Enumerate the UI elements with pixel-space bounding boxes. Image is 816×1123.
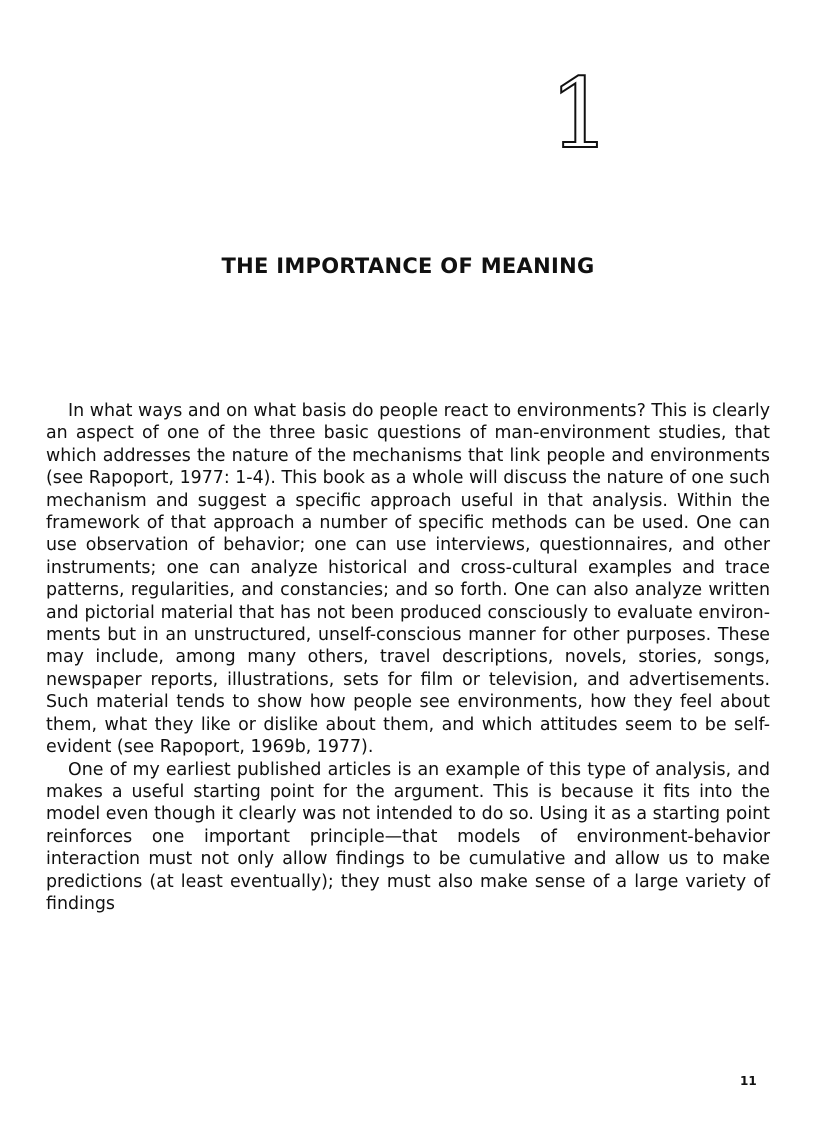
page-number: 11: [740, 1074, 757, 1088]
paragraph-1: In what ways and on what basis do people react to environments? This is clearly an aspect of one of the three basic questions of man-environment studies, that which addresses the nature of the mechanisms that link people and environments (see Rapoport, 1977: 1-4). This book as a whole will discuss the nature of one such mechanism and suggest a specific approach useful in that analysis. Within the framework of that approach a number of specific methods can be used. One can use observation of behavior; one can use interviews, questionnaires, and other instruments; one can analyze historical and cross-cultural examples and trace patterns, regularities, and constancies; and so forth. One can also analyze written and pictorial material that has not been produced consciously to evaluate environments but in an unstructured, unself-conscious manner for other purposes. These may include, among many others, travel descriptions, novels, stories, songs, newspaper reports, illustrations, sets for film or television, and advertisements. Such material tends to show how people see environments, how they feel about them, what they like or dislike about them, and which attitudes seem to be self-evident (see Rapoport, 1969b, 1977).: [46, 401, 770, 758]
body-text: [46, 400, 770, 915]
chapter-number: 1: [549, 58, 611, 170]
paragraph-2: One of my earliest published articles is an example of this type of analysis, and makes a useful starting point for the argument. This is because it fits into the model even though it clearly was not intended to do so. Using it as a starting point reinforces one important principle—that models of environment-behavior interaction must not only allow findings to be cumulative and allow us to make predictions (at least eventually); they must also make sense of a large variety of findings: [46, 759, 770, 914]
chapter-title: THE IMPORTANCE OF MEANING: [221, 254, 595, 278]
